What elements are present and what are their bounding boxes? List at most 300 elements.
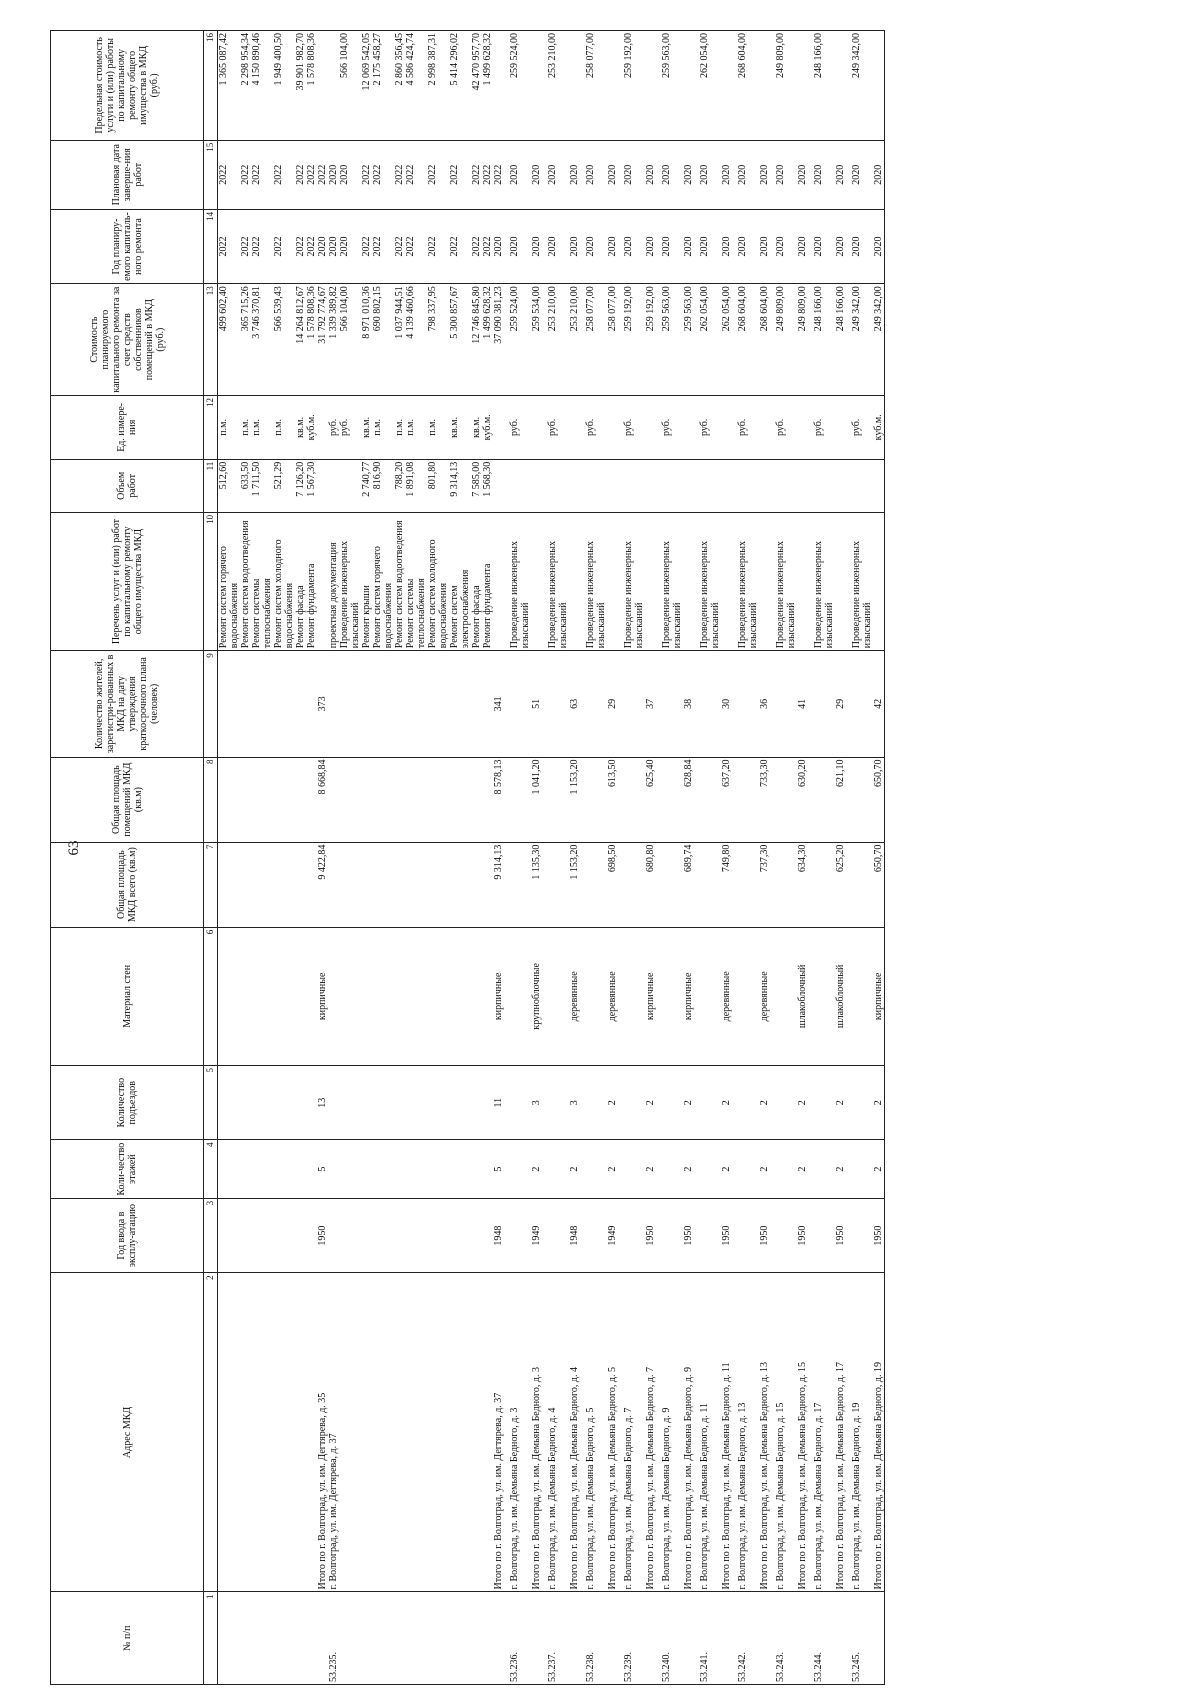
material-cell: кирпичные <box>493 927 504 1065</box>
work-cell: Ремонт фундамента <box>482 512 493 650</box>
material-cell: деревянные <box>759 927 770 1065</box>
entrances-cell <box>737 1065 759 1139</box>
area-total-cell <box>295 842 306 927</box>
header-limit: Предельная стоимость услуги и (или) работы по капитальному ремонту общего имущества в МКД (руб.) <box>51 31 204 141</box>
header-residents: Количество жителей, зарегистри-рованных в МКД на дату утверждения краткосрочного плана (человек) <box>51 651 204 757</box>
plan-year-cell: 2022 <box>394 209 405 283</box>
plan-year-cell: 2022 <box>427 209 449 283</box>
limit-cell: 2 298 954,34 <box>240 31 251 141</box>
unit-cell: п.м. <box>251 395 273 459</box>
plan-year-cell: 2022 <box>449 209 471 283</box>
residents-cell: 37 <box>645 651 656 757</box>
work-cell: Ремонт фасада <box>471 512 482 650</box>
area-total-cell <box>661 842 683 927</box>
volume-cell <box>585 459 607 512</box>
work-row <box>449 31 471 1685</box>
cost-cell: 249 342,00 <box>873 284 885 396</box>
entrances-cell <box>240 1065 251 1139</box>
entrances-cell <box>394 1065 405 1139</box>
plan-date-cell: 2020 <box>737 140 759 209</box>
entrances-cell <box>775 1065 797 1139</box>
area-total-cell <box>471 842 482 927</box>
plan-date-cell: 2020 <box>775 140 797 209</box>
floors-cell <box>218 1140 241 1199</box>
year-cell: 1950 <box>797 1198 808 1272</box>
plan-date-cell: 2020 <box>835 140 846 209</box>
plan-date-cell: 2020 <box>699 140 721 209</box>
plan-year-cell: 2022 <box>240 209 251 283</box>
residents-cell <box>449 651 471 757</box>
area-total-cell <box>361 842 372 927</box>
unit-cell <box>721 395 732 459</box>
num-cell <box>306 1592 317 1685</box>
address-cell <box>427 1273 449 1592</box>
house-row <box>661 31 683 1685</box>
plan-date-cell: 2022 <box>251 140 273 209</box>
total-row <box>607 31 618 1685</box>
year-cell <box>405 1198 427 1272</box>
area-rooms-cell <box>509 757 531 842</box>
total-label-cell: Итого по г. Волгоград, ул. им. Дегтярева, д. 35 <box>317 1273 328 1592</box>
work-cell: Ремонт систем холодного водоснабжения <box>273 512 295 650</box>
area-rooms-cell <box>218 757 241 842</box>
area-total-cell <box>813 842 835 927</box>
year-cell <box>251 1198 273 1272</box>
limit-cell: 259 563,00 <box>661 31 683 141</box>
volume-cell <box>569 459 580 512</box>
year-cell <box>273 1198 295 1272</box>
area-total-cell <box>699 842 721 927</box>
unit-cell <box>531 395 542 459</box>
address-cell <box>405 1273 427 1592</box>
area-rooms-cell: 630,20 <box>797 757 808 842</box>
work-cell: Ремонт систем водоотведения <box>240 512 251 650</box>
column-number-row <box>204 31 218 1685</box>
year-cell: 1949 <box>607 1198 618 1272</box>
limit-cell: 12 069 542,05 <box>361 31 372 141</box>
header-area-total: Общая площадь МКД всего (кв.м) <box>51 842 204 927</box>
floors-cell <box>328 1140 339 1199</box>
limit-cell <box>759 31 770 141</box>
area-rooms-cell <box>471 757 482 842</box>
unit-cell <box>683 395 694 459</box>
residents-cell <box>851 651 873 757</box>
plan-year-cell: 2020 <box>851 209 873 283</box>
num-cell <box>317 1592 328 1685</box>
floors-cell: 2 <box>835 1140 846 1199</box>
work-cell: Проведение инженерных изысканий <box>585 512 607 650</box>
work-row <box>328 31 339 1685</box>
year-cell: 1950 <box>873 1198 885 1272</box>
area-total-cell <box>405 842 427 927</box>
material-cell <box>240 927 251 1065</box>
unit-cell: руб. <box>623 395 645 459</box>
header-year: Год ввода в эксплу-атацию <box>51 1198 204 1272</box>
plan-date-cell: 2022 <box>493 140 504 209</box>
address-cell <box>306 1273 317 1592</box>
work-cell: Проведение инженерных изысканий <box>851 512 873 650</box>
residents-cell: 51 <box>531 651 542 757</box>
plan-year-cell: 2022 <box>372 209 394 283</box>
plan-year-cell: 2020 <box>645 209 656 283</box>
volume-cell: 1 568,30 <box>482 459 493 512</box>
limit-cell: 259 192,00 <box>623 31 645 141</box>
floors-cell: 2 <box>607 1140 618 1199</box>
total-row <box>317 31 328 1685</box>
entrances-cell <box>306 1065 317 1139</box>
cost-cell: 14 264 812,67 <box>295 284 306 396</box>
address-cell: г. Волгоград, ул. им. Демьяна Бедного, д. 13 <box>737 1273 759 1592</box>
total-label-cell: Итого по г. Волгоград, ул. им. Демьяна Бедного, д. 13 <box>759 1273 770 1592</box>
entrances-cell <box>405 1065 427 1139</box>
limit-cell: 249 809,00 <box>775 31 797 141</box>
residents-cell: 29 <box>607 651 618 757</box>
cost-cell: 259 192,00 <box>645 284 656 396</box>
area-rooms-cell <box>661 757 683 842</box>
num-cell: 53.243. <box>775 1592 797 1685</box>
volume-cell <box>797 459 808 512</box>
address-cell <box>218 1273 241 1592</box>
year-cell <box>449 1198 471 1272</box>
plan-date-cell: 2022 <box>471 140 482 209</box>
work-cell: Проведение инженерных изысканий <box>775 512 797 650</box>
plan-year-cell: 2020 <box>607 209 618 283</box>
year-cell <box>547 1198 569 1272</box>
num-cell <box>361 1592 372 1685</box>
area-rooms-cell <box>699 757 721 842</box>
num-cell: 53.245. <box>851 1592 873 1685</box>
plan-year-cell: 2020 <box>699 209 721 283</box>
header-work: Перечень услуг и (или) работ по капитальному ремонту общего имущества МКД <box>51 512 204 650</box>
num-cell <box>339 1592 361 1685</box>
work-row <box>295 31 306 1685</box>
num-cell <box>471 1592 482 1685</box>
num-cell <box>531 1592 542 1685</box>
limit-cell <box>835 31 846 141</box>
work-cell: Ремонт систем электроснабжения <box>449 512 471 650</box>
plan-date-cell: 2020 <box>873 140 885 209</box>
area-rooms-cell <box>361 757 372 842</box>
floors-cell <box>372 1140 394 1199</box>
plan-date-cell: 2020 <box>721 140 732 209</box>
limit-cell: 2 860 356,45 <box>394 31 405 141</box>
limit-cell <box>493 31 504 141</box>
total-label-cell: Итого по г. Волгоград, ул. им. Демьяна Бедного, д. 11 <box>721 1273 732 1592</box>
area-total-cell <box>449 842 471 927</box>
area-rooms-cell: 628,84 <box>683 757 694 842</box>
unit-cell: п.м. <box>218 395 241 459</box>
material-cell <box>405 927 427 1065</box>
year-cell <box>394 1198 405 1272</box>
volume-cell <box>547 459 569 512</box>
residents-cell <box>273 651 295 757</box>
work-cell: Ремонт крыши <box>361 512 372 650</box>
floors-cell <box>482 1140 493 1199</box>
unit-cell <box>645 395 656 459</box>
material-cell <box>394 927 405 1065</box>
plan-date-cell: 2022 <box>295 140 306 209</box>
area-rooms-cell <box>623 757 645 842</box>
header-floors: Коли-чество этажей <box>51 1140 204 1199</box>
area-total-cell <box>240 842 251 927</box>
column-number-7: 7 <box>204 842 218 927</box>
repair-plan-table <box>50 30 885 1685</box>
residents-cell: 30 <box>721 651 732 757</box>
unit-cell: п.м. <box>405 395 427 459</box>
total-row <box>683 31 694 1685</box>
volume-cell <box>317 459 328 512</box>
cost-cell: 798 337,95 <box>427 284 449 396</box>
plan-year-cell: 2022 <box>218 209 241 283</box>
material-cell: кирпичные <box>645 927 656 1065</box>
volume-cell: 9 314,13 <box>449 459 471 512</box>
plan-year-cell: 2020 <box>683 209 694 283</box>
house-row <box>585 31 607 1685</box>
plan-year-cell: 2020 <box>569 209 580 283</box>
material-cell <box>273 927 295 1065</box>
rotated-page <box>50 30 1130 1685</box>
unit-cell: кв.м. <box>295 395 306 459</box>
area-rooms-cell <box>405 757 427 842</box>
num-cell <box>372 1592 394 1685</box>
unit-cell: руб. <box>699 395 721 459</box>
work-row <box>218 31 241 1685</box>
plan-date-cell: 2022 <box>394 140 405 209</box>
limit-cell: 566 104,00 <box>339 31 361 141</box>
material-cell: деревянные <box>607 927 618 1065</box>
plan-year-cell: 2022 <box>361 209 372 283</box>
residents-cell <box>471 651 482 757</box>
material-cell <box>509 927 531 1065</box>
num-cell <box>240 1592 251 1685</box>
cost-cell: 566 104,00 <box>339 284 361 396</box>
volume-cell <box>607 459 618 512</box>
plan-date-cell: 2020 <box>661 140 683 209</box>
unit-cell <box>797 395 808 459</box>
floors-cell: 2 <box>569 1140 580 1199</box>
year-cell <box>295 1198 306 1272</box>
cost-cell: 1 499 628,32 <box>482 284 493 396</box>
limit-cell: 1 365 087,42 <box>218 31 241 141</box>
floors-cell <box>394 1140 405 1199</box>
year-cell: 1950 <box>721 1198 732 1272</box>
entrances-cell <box>547 1065 569 1139</box>
work-row <box>240 31 251 1685</box>
column-number-1: 1 <box>204 1592 218 1685</box>
work-cell: Ремонт фасада <box>295 512 306 650</box>
residents-cell <box>482 651 493 757</box>
address-cell: г. Волгоград, ул. им. Демьяна Бедного, д. 4 <box>547 1273 569 1592</box>
area-total-cell <box>339 842 361 927</box>
header-unit: Ед. измере-ния <box>51 395 204 459</box>
area-total-cell: 9 422,84 <box>317 842 328 927</box>
plan-date-cell: 2020 <box>623 140 645 209</box>
material-cell <box>328 927 339 1065</box>
address-cell <box>251 1273 273 1592</box>
num-cell: 53.241. <box>699 1592 721 1685</box>
plan-year-cell: 2020 <box>547 209 569 283</box>
plan-year-cell: 2020 <box>873 209 885 283</box>
unit-cell: руб. <box>509 395 531 459</box>
residents-cell: 29 <box>835 651 846 757</box>
total-row <box>797 31 808 1685</box>
area-total-cell: 1 135,30 <box>531 842 542 927</box>
house-row <box>547 31 569 1685</box>
residents-cell <box>372 651 394 757</box>
floors-cell <box>699 1140 721 1199</box>
year-cell: 1948 <box>569 1198 580 1272</box>
entrances-cell <box>449 1065 471 1139</box>
plan-date-cell: 2022 <box>317 140 328 209</box>
volume-cell <box>873 459 885 512</box>
limit-cell: 1 499 628,32 <box>482 31 493 141</box>
material-cell <box>623 927 645 1065</box>
material-cell <box>482 927 493 1065</box>
area-total-cell <box>737 842 759 927</box>
entrances-cell: 2 <box>759 1065 770 1139</box>
year-cell <box>699 1198 721 1272</box>
residents-cell <box>218 651 241 757</box>
material-cell <box>813 927 835 1065</box>
floors-cell <box>471 1140 482 1199</box>
plan-date-cell: 2020 <box>851 140 873 209</box>
house-row <box>813 31 835 1685</box>
volume-cell: 7 126,20 <box>295 459 306 512</box>
house-row <box>623 31 645 1685</box>
floors-cell: 5 <box>493 1140 504 1199</box>
residents-cell: 341 <box>493 651 504 757</box>
limit-cell: 253 210,00 <box>547 31 569 141</box>
num-cell: 53.236. <box>509 1592 531 1685</box>
plan-year-cell: 2020 <box>585 209 607 283</box>
num-cell <box>759 1592 770 1685</box>
unit-cell <box>317 395 328 459</box>
column-number-2: 2 <box>204 1273 218 1592</box>
entrances-cell: 3 <box>569 1065 580 1139</box>
material-cell <box>361 927 372 1065</box>
total-label-cell: Итого по г. Волгоград, ул. им. Демьяна Бедного, д. 15 <box>797 1273 808 1592</box>
column-number-14: 14 <box>204 209 218 283</box>
header-plan-date: Плановая дата заверше-ния работ <box>51 140 204 209</box>
limit-cell <box>797 31 808 141</box>
material-cell: шлакоблочный <box>797 927 808 1065</box>
entrances-cell <box>509 1065 531 1139</box>
area-rooms-cell <box>328 757 339 842</box>
address-cell: г. Волгоград, ул. им. Демьяна Бедного, д. 19 <box>851 1273 873 1592</box>
material-cell: кирпичные <box>873 927 885 1065</box>
volume-cell: 633,50 <box>240 459 251 512</box>
volume-cell: 801,80 <box>427 459 449 512</box>
cost-cell: 248 166,00 <box>813 284 835 396</box>
year-cell: 1950 <box>759 1198 770 1272</box>
entrances-cell: 2 <box>873 1065 885 1139</box>
plan-year-cell: 2020 <box>661 209 683 283</box>
plan-date-cell: 2022 <box>427 140 449 209</box>
house-row <box>737 31 759 1685</box>
area-rooms-cell <box>295 757 306 842</box>
work-cell: Проведение инженерных изысканий <box>699 512 721 650</box>
address-cell <box>394 1273 405 1592</box>
plan-date-cell: 2020 <box>607 140 618 209</box>
volume-cell <box>737 459 759 512</box>
area-rooms-cell <box>547 757 569 842</box>
column-number-10: 10 <box>204 512 218 650</box>
area-total-cell <box>547 842 569 927</box>
cost-cell: 259 534,00 <box>531 284 542 396</box>
residents-cell <box>405 651 427 757</box>
plan-year-cell: 2020 <box>623 209 645 283</box>
unit-cell <box>759 395 770 459</box>
plan-date-cell: 2022 <box>273 140 295 209</box>
year-cell <box>775 1198 797 1272</box>
num-cell <box>569 1592 580 1685</box>
total-row <box>873 31 885 1685</box>
residents-cell <box>699 651 721 757</box>
header-entrances: Количество подъездов <box>51 1065 204 1139</box>
area-rooms-cell: 733,30 <box>759 757 770 842</box>
area-rooms-cell: 650,70 <box>873 757 885 842</box>
floors-cell: 5 <box>317 1140 328 1199</box>
floors-cell: 2 <box>683 1140 694 1199</box>
entrances-cell <box>427 1065 449 1139</box>
area-total-cell <box>328 842 339 927</box>
work-cell <box>317 512 328 650</box>
residents-cell: 38 <box>683 651 694 757</box>
floors-cell <box>339 1140 361 1199</box>
floors-cell <box>405 1140 427 1199</box>
address-cell <box>273 1273 295 1592</box>
work-cell <box>797 512 808 650</box>
num-cell: 53.235. <box>328 1592 339 1685</box>
num-cell: 53.237. <box>547 1592 569 1685</box>
limit-cell: 258 077,00 <box>585 31 607 141</box>
address-cell: г. Волгоград, ул. им. Демьяна Бедного, д. 9 <box>661 1273 683 1592</box>
unit-cell: кв.м. <box>471 395 482 459</box>
volume-cell <box>813 459 835 512</box>
plan-date-cell: 2022 <box>405 140 427 209</box>
total-label-cell: Итого по г. Волгоград, ул. им. Демьяна Бедного, д. 4 <box>569 1273 580 1592</box>
column-number-3: 3 <box>204 1198 218 1272</box>
area-total-cell <box>623 842 645 927</box>
material-cell: крупноблочные <box>531 927 542 1065</box>
entrances-cell <box>295 1065 306 1139</box>
address-cell <box>361 1273 372 1592</box>
cost-cell: 5 300 857,67 <box>449 284 471 396</box>
residents-cell <box>361 651 372 757</box>
floors-cell <box>306 1140 317 1199</box>
area-rooms-cell: 1 153,20 <box>569 757 580 842</box>
area-total-cell: 737,30 <box>759 842 770 927</box>
floors-cell <box>547 1140 569 1199</box>
area-rooms-cell: 613,50 <box>607 757 618 842</box>
cost-cell: 365 715,26 <box>240 284 251 396</box>
plan-year-cell: 2020 <box>317 209 328 283</box>
area-total-cell <box>775 842 797 927</box>
num-cell: 53.240. <box>661 1592 683 1685</box>
cost-cell: 566 539,43 <box>273 284 295 396</box>
plan-date-cell: 2020 <box>759 140 770 209</box>
unit-cell: кв.м. <box>361 395 372 459</box>
limit-cell <box>531 31 542 141</box>
area-total-cell <box>306 842 317 927</box>
entrances-cell <box>273 1065 295 1139</box>
residents-cell <box>306 651 317 757</box>
plan-year-cell: 2020 <box>721 209 732 283</box>
unit-cell: руб. <box>851 395 873 459</box>
cost-cell: 262 054,00 <box>721 284 732 396</box>
total-row <box>759 31 770 1685</box>
cost-cell: 249 809,00 <box>775 284 797 396</box>
